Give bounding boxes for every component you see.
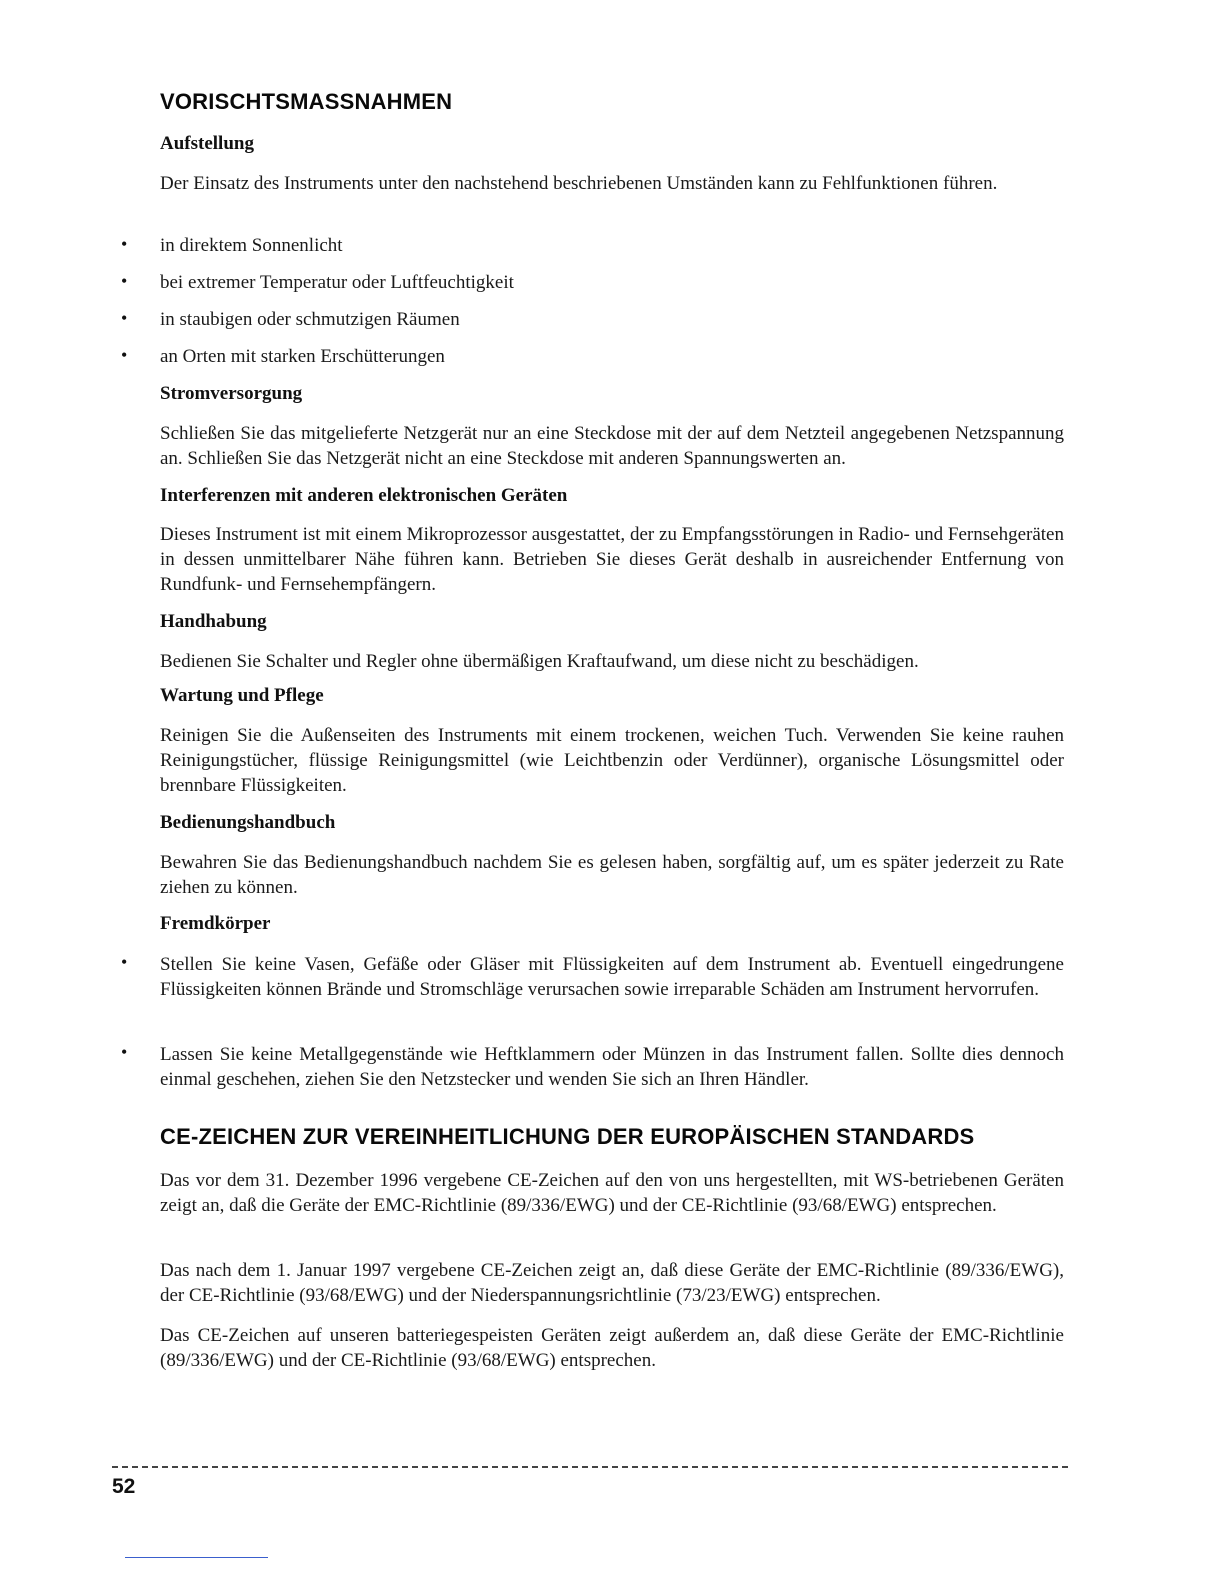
aufstellung-item: in staubigen oder schmutzigen Räumen: [160, 309, 460, 330]
aufstellung-item: bei extremer Temperatur oder Luftfeuchtigkeit: [160, 272, 514, 293]
bullet-marker: •: [121, 234, 128, 254]
aufstellung-item: in direktem Sonnenlicht: [160, 235, 343, 256]
ce-paragraph: Das nach dem 1. Januar 1997 vergebene CE-Zeichen zeigt an, daß diese Geräte der EMC-Richtlinie (89/336/EWG), der CE-Richtlinie (93/68/EWG) und der Niederspannungsrichtlinie (73/23/EWG) entsprechen.: [160, 1260, 1064, 1306]
aufstellung-item: an Orten mit starken Erschütterungen: [160, 346, 445, 367]
heading-handhabung: Handhabung: [160, 611, 267, 632]
handhabung-text: Bedienen Sie Schalter und Regler ohne übermäßigen Kraftaufwand, um diese nicht zu beschädigen.: [160, 651, 919, 672]
heading-interferenzen: Interferenzen mit anderen elektronischen Geräten: [160, 485, 568, 506]
wartung-text: Reinigen Sie die Außenseiten des Instruments mit einem trockenen, weichen Tuch. Verwenden Sie keine rauhen Reinigungstücher, flüssige Reinigungsmittel (wie Leichtbenzin oder Verdünner), organische Lösungsmittel oder brennbare Flüssigkeiten.: [160, 725, 1064, 796]
ce-paragraph: Das CE-Zeichen auf unseren batteriegespeisten Geräten zeigt außerdem an, daß diese Geräte der EMC-Richtlinie (89/336/EWG) und der CE-Richtlinie (93/68/EWG) entsprechen.: [160, 1325, 1064, 1371]
fremdkoerper-item: Lassen Sie keine Metallgegenstände wie Heftklammern oder Münzen in das Instrument fallen. Sollte dies dennoch einmal geschehen, ziehen Sie den Netzstecker und wenden Sie sich an Ihren Händler.: [160, 1044, 1064, 1090]
bullet-marker: •: [121, 1042, 128, 1062]
interferenzen-text: Dieses Instrument ist mit einem Mikroprozessor ausgestattet, der zu Empfangsstörungen in Radio- und Fernsehgeräten in dessen unmittelbarer Nähe führen kann. Betrieben Sie dieses Gerät deshalb in ausreichender Entfernung von Rundfunk- und Fernsehempfängern.: [160, 524, 1064, 595]
bullet-marker: •: [121, 308, 128, 328]
section-title-precautions: VORISCHTSMASSNAHMEN: [160, 89, 453, 114]
page-number: 52: [112, 1475, 136, 1498]
stromversorgung-text: Schließen Sie das mitgelieferte Netzgerät nur an eine Steckdose mit der auf dem Netzteil angegebenen Netzspannung an. Schließen Sie das Netzgerät nicht an eine Steckdose mit anderen Spannungswerten an.: [160, 423, 1064, 469]
bullet-marker: •: [121, 271, 128, 291]
bullet-marker: •: [121, 952, 128, 972]
heading-stromversorgung: Stromversorgung: [160, 383, 303, 404]
bullet-marker: •: [121, 345, 128, 365]
bedienungshandbuch-text: Bewahren Sie das Bedienungshandbuch nachdem Sie es gelesen haben, sorgfältig auf, um es später jederzeit zu Rate ziehen zu können.: [160, 852, 1064, 898]
link-underline: [125, 1557, 268, 1558]
heading-fremdkoerper: Fremdkörper: [160, 913, 271, 934]
aufstellung-intro: Der Einsatz des Instruments unter den nachstehend beschriebenen Umständen kann zu Fehlfunktionen führen.: [160, 173, 998, 194]
ce-paragraph: Das vor dem 31. Dezember 1996 vergebene CE-Zeichen auf den von uns hergestellten, mit WS-betriebenen Geräten zeigt an, daß die Geräte der EMC-Richtlinie (89/336/EWG) und der CE-Richtlinie (93/68/EWG) entsprechen.: [160, 1170, 1064, 1216]
section-title-ce: CE-ZEICHEN ZUR VEREINHEITLICHUNG DER EUROPÄISCHEN STANDARDS: [160, 1124, 975, 1149]
heading-wartung: Wartung und Pflege: [160, 685, 324, 706]
footer-divider: [112, 1466, 1068, 1468]
fremdkoerper-item: Stellen Sie keine Vasen, Gefäße oder Gläser mit Flüssigkeiten auf dem Instrument ab. Eventuell eingedrungene Flüssigkeiten können Brände und Stromschläge verursachen sowie irreparable Schäden am Instrument hervorrufen.: [160, 954, 1064, 1000]
heading-aufstellung: Aufstellung: [160, 133, 254, 154]
heading-bedienungshandbuch: Bedienungshandbuch: [160, 812, 336, 833]
